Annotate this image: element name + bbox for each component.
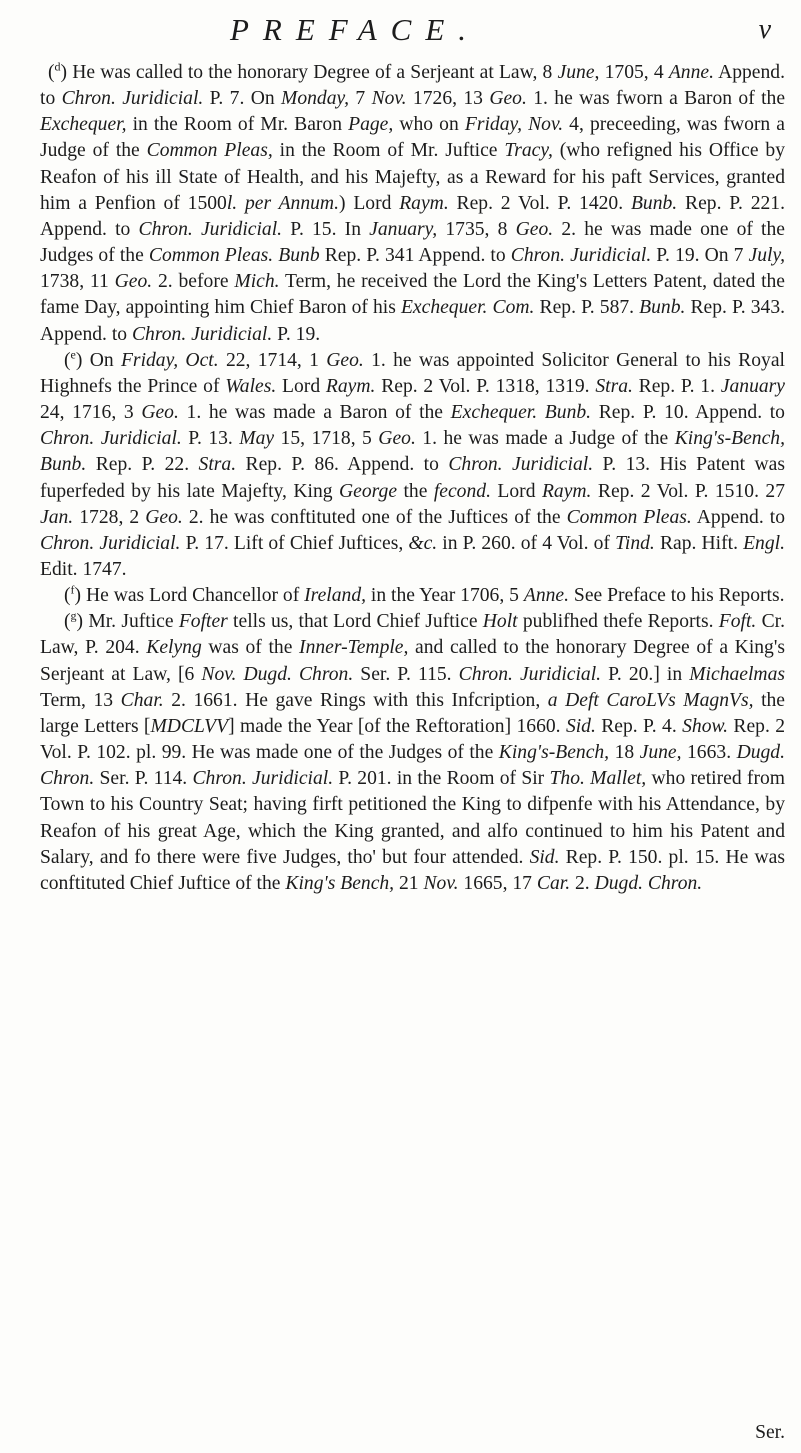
- italic-reference: Chron. Juridicial.: [61, 88, 204, 110]
- italic-reference: Foft.: [718, 611, 757, 633]
- text-run: Rep. P. 10. Append. to: [591, 402, 785, 424]
- text-run: Term, 13: [40, 689, 121, 711]
- italic-reference: Ireland,: [304, 585, 367, 607]
- italic-reference: Geo.: [489, 88, 527, 110]
- italic-reference: Char.: [120, 689, 164, 711]
- footnote-paragraph: ($^e$) On Friday, Oct. 22, 1714, 1 Geo. 1. he was appointed Solicitor General to his Royal Highnefs the Prince of Wales. Lord Raym. Rep. 2 Vol. P. 1318, 1319. Stra. Rep. P. 1. January 24, 1716, 3 Geo. 1. he was made a Baron of the Exchequer. Bunb. Rep. P. 10. Append. to Chron. Juridicial. P. 13. May 15, 1718, 5 Geo. 1. he was made a Judge of the King's-Bench, Bunb. Rep. P. 22. Stra. Rep. P. 86. Append. to Chron. Juridicial. P. 13. His Patent was fuperfeded by his late Majefty, King George the fecond. Lord Raym. Rep. 2 Vol. P. 1510. 27 Jan. 1728, 2 Geo. 2. he was conftituted one of the Juftices of the Common Pleas. Append. to Chron. Juridicial. P. 17. Lift of Chief Juftices, &c. in P. 260. of 4 Vol. of Tind. Rap. Hift. Engl. Edit. 1747.: [40, 347, 786, 580]
- footnote-mark: g: [70, 608, 77, 623]
- text-run: Rep. P. 1.: [632, 375, 721, 397]
- text-run: Rep. P. 150. pl. 15. He was conftituted Chief Juftice of the: [40, 846, 785, 894]
- text-run: 7: [349, 88, 372, 110]
- italic-reference: January: [720, 375, 785, 397]
- text-run: Rep. P. 86. Append. to: [236, 454, 449, 476]
- italic-reference: Show.: [682, 715, 729, 737]
- text-run: He was Lord Chancellor of: [85, 585, 305, 607]
- italic-reference: Raym.: [399, 192, 449, 214]
- text-run: Cr. Law, P. 204.: [40, 611, 785, 659]
- text-run: Rep. P. 221. Append. to: [40, 192, 785, 240]
- text-run: 1. he was fworn a Baron of the: [526, 88, 786, 110]
- text-run: Term, he received the Lord the King's Letters Patent, dated the fame Day, appointing him Chief Baron of his: [40, 271, 786, 319]
- footnotes-text: [40, 60, 785, 897]
- text-run: 1663.: [681, 742, 737, 764]
- italic-reference: June: [557, 62, 595, 83]
- text-run: 2. he was made one of the Judges of the: [40, 218, 785, 267]
- text-run: 1726, 13: [406, 88, 490, 110]
- italic-reference: Chron. Juridicial.: [138, 218, 283, 240]
- text-run: 1728, 2: [73, 506, 146, 528]
- text-run: P. 19. On 7: [651, 245, 749, 267]
- italic-reference: Page,: [348, 114, 394, 136]
- italic-reference: Sid.: [529, 846, 560, 868]
- page-number: v: [758, 14, 771, 45]
- text-run: 1665, 17: [458, 872, 537, 894]
- italic-reference: Geo.: [114, 271, 153, 293]
- text-run: Rep. P. 341 Append. to: [319, 245, 511, 267]
- italic-reference: MDCLVV: [150, 715, 229, 737]
- text-run: Ser. P. 115.: [353, 663, 459, 685]
- italic-reference: Holt: [482, 611, 518, 633]
- catchword: Ser.: [755, 1422, 785, 1443]
- italic-reference: Bunb.: [639, 297, 686, 319]
- italic-reference: Friday, Oct.: [120, 349, 219, 371]
- text-run: 2.: [570, 872, 595, 894]
- text-run: 1. he was appointed Solicitor General to his Royal Highnefs the Prince of: [40, 349, 785, 397]
- text-run: 2. 1661. He gave Rings with this Infcription,: [163, 689, 548, 711]
- italic-reference: Michaelmas: [689, 663, 786, 685]
- text-run: Ser. P. 114.: [94, 768, 193, 790]
- footnote-mark: d: [54, 59, 61, 74]
- italic-reference: Tracy,: [504, 140, 553, 162]
- italic-reference: King's Bench,: [285, 872, 395, 894]
- italic-reference: Geo.: [515, 218, 554, 240]
- italic-reference: Chron. Juridicial.: [192, 768, 334, 790]
- italic-reference: June,: [639, 742, 682, 764]
- italic-reference: Anne.: [523, 585, 570, 607]
- text-run: 2. he was conftituted one of the Juftices of the: [182, 506, 567, 528]
- italic-reference: July,: [748, 245, 785, 267]
- footnote-mark: f: [70, 582, 75, 597]
- text-run: 1. he was made a Baron of the: [178, 402, 451, 424]
- text-run: P. 15. In: [282, 218, 370, 240]
- italic-reference: Exchequer. Bunb.: [450, 402, 592, 424]
- italic-reference: Nov. Dugd. Chron.: [201, 663, 354, 685]
- italic-reference: a Deft CaroLVs MagnVs,: [547, 689, 754, 711]
- italic-reference: Chron. Juridicial.: [131, 323, 273, 345]
- text-run: He was called to the honorary Degree of a Serjeant at Law, 8: [72, 62, 558, 83]
- italic-reference: Chron. Juridicial.: [40, 532, 181, 554]
- italic-reference: Anne.: [668, 62, 714, 83]
- footnote-mark: e: [70, 347, 76, 362]
- italic-reference: Geo.: [378, 428, 416, 450]
- text-run: P. 201. in the Room of Sir: [333, 768, 550, 790]
- italic-reference: fecond.: [433, 480, 491, 502]
- text-run: Append. to: [40, 62, 785, 110]
- text-run: was of the: [201, 637, 300, 659]
- italic-reference: Inner-Temple,: [299, 637, 409, 659]
- italic-reference: Common Pleas.: [566, 506, 692, 528]
- italic-reference: Mich.: [234, 271, 280, 293]
- italic-reference: Kelyng: [146, 637, 202, 659]
- text-run: 21: [394, 872, 424, 894]
- italic-reference: January,: [369, 218, 438, 240]
- text-run: Rep. P. 587.: [534, 297, 640, 319]
- italic-reference: May: [239, 428, 275, 450]
- italic-reference: Stra.: [595, 375, 633, 397]
- text-run: Lord: [490, 480, 542, 502]
- text-run: Rep. P. 4.: [595, 715, 683, 737]
- italic-reference: Chron. Juridicial.: [448, 454, 594, 476]
- text-run: Rep. 2 Vol. P. 1510. 27: [591, 480, 785, 502]
- italic-reference: Friday, Nov.: [464, 114, 564, 136]
- text-run: Edit. 1747.: [40, 558, 127, 580]
- italic-reference: Common Pleas,: [146, 140, 273, 162]
- text-run: P. 20.] in: [601, 663, 690, 685]
- text-run: On: [89, 349, 121, 371]
- italic-reference: Dugd. Chron.: [40, 742, 786, 790]
- text-run: Mr. Juftice: [88, 611, 179, 633]
- text-run: who on: [393, 114, 465, 136]
- text-run: in P. 260. of 4 Vol. of: [437, 532, 616, 554]
- footnote-paragraph: ($^g$) Mr. Juftice Fofter tells us, that Lord Chief Juftice Holt publifhed thefe Reports. Foft. Cr. Law, P. 204. Kelyng was of the Inner-Temple, and called to the honorary Degree of a King's Serjeant at Law, [6 Nov. Dugd. Chron. Ser. P. 115. Chron. Juridicial. P. 20.] in Michaelmas Term, 13 Char. 2. 1661. He gave Rings with this Infcription, a Deft CaroLVs MagnVs, the large Letters [MDCLVV] made the Year [of the Reftoration] 1660. Sid. Rep. P. 4. Show. Rep. 2 Vol. P. 102. pl. 99. He was made one of the Judges of the King's-Bench, 18 June, 1663. Dugd. Chron. Ser. P. 114. Chron. Juridicial. P. 201. in the Room of Sir Tho. Mallet, who retired from Town to his Country Seat; having firft petitioned the King to difpenfe with his Attendance, by Reafon of his great Age, which the King granted, and alfo continued to him his Patent and Salary, and fo there were five Judges, tho' but four attended. Sid. Rep. P. 150. pl. 15. He was conftituted Chief Juftice of the King's Bench, 21 Nov. 1665, 17 Car. 2. Dugd. Chron.: [40, 608, 786, 894]
- text-run: Lord: [276, 375, 326, 397]
- text-run: 4, preceeding, was fworn a Judge of the: [40, 114, 785, 162]
- text-run: the: [397, 480, 434, 502]
- text-run: Rap. Hift.: [654, 532, 744, 554]
- text-run: P. 7. On: [203, 88, 282, 110]
- italic-reference: Geo.: [326, 349, 364, 371]
- text-run: P. 13. His Patent was fuperfeded by his late Majefty, King: [40, 454, 785, 502]
- italic-reference: Nov.: [423, 872, 459, 894]
- italic-reference: &c.: [408, 532, 438, 554]
- text-run: in the Room of Mr. Baron: [126, 114, 349, 136]
- text-run: 1735, 8: [437, 218, 516, 240]
- text-run: (who refigned his Office by Reafon of his ill State of Health, and his Majefty, as a Reward for his paft Services, granted him a Penfion of 1500: [40, 140, 786, 214]
- text-run: Rep. 2 Vol. P. 1318, 1319.: [375, 375, 596, 397]
- italic-reference: Dugd. Chron.: [594, 872, 703, 894]
- text-run: 1. he was made a Judge of the: [415, 428, 675, 450]
- italic-reference: Geo.: [141, 402, 179, 424]
- italic-reference: King's-Bench, Bunb.: [40, 428, 785, 476]
- text-run: Rep. P. 343. Append. to: [40, 297, 786, 345]
- text-run: Rep. 2 Vol. P. 1420.: [448, 192, 631, 214]
- italic-reference: George: [339, 480, 398, 502]
- italic-reference: Sid.: [565, 715, 596, 737]
- text-run: ] made the Year [of the Reftoration] 1660.: [228, 715, 566, 737]
- italic-reference: Nov.: [371, 88, 407, 110]
- text-run: ) Lord: [338, 192, 400, 214]
- italic-reference: Car.: [536, 872, 571, 894]
- text-run: P. 13.: [181, 428, 240, 450]
- text-run: 2. before: [152, 271, 235, 293]
- italic-reference: Chron. Juridicial.: [510, 245, 652, 267]
- italic-reference: Stra.: [198, 454, 237, 476]
- text-run: 24, 1716, 3: [40, 402, 142, 424]
- text-run: the large Letters [: [40, 689, 786, 737]
- running-head: [0, 12, 801, 52]
- italic-reference: Tind.: [615, 532, 655, 554]
- text-run: tells us, that Lord Chief Juftice: [227, 611, 483, 633]
- italic-reference: Jan.: [40, 506, 74, 528]
- italic-reference: l. per Annum.: [226, 192, 339, 214]
- italic-reference: Exchequer. Com.: [400, 297, 535, 319]
- text-run: 1738, 11: [40, 271, 115, 293]
- italic-reference: Geo.: [145, 506, 183, 528]
- italic-reference: Tho. Mallet,: [549, 768, 647, 790]
- text-run: and called to the honorary Degree of a King's Serjeant at Law, [6: [40, 637, 786, 685]
- text-run: 15, 1718, 5: [274, 428, 379, 450]
- text-run: in the Year 1706, 5: [366, 585, 524, 607]
- text-run: publifhed thefe Reports.: [517, 611, 719, 633]
- footnote-paragraph: ($^f$) He was Lord Chancellor of Ireland, in the Year 1706, 5 Anne. See Preface to his Reports.: [64, 582, 785, 607]
- italic-reference: Wales.: [225, 375, 277, 397]
- text-run: See Preface to his Reports.: [569, 585, 785, 607]
- text-run: Rep. 2 Vol. P. 102. pl. 99. He was made one of the Judges of the: [40, 715, 785, 764]
- text-run: 18: [609, 742, 640, 764]
- italic-reference: Bunb.: [630, 192, 678, 214]
- italic-reference: Exchequer,: [40, 114, 127, 136]
- italic-reference: Chron. Juridicial.: [40, 428, 182, 450]
- text-run: P. 17. Lift of Chief Juftices,: [180, 532, 409, 554]
- italic-reference: Raym.: [325, 375, 376, 397]
- text-run: in the Room of Mr. Juftice: [272, 140, 505, 162]
- text-run: Append. to: [691, 506, 786, 528]
- text-run: 22, 1714, 1: [218, 349, 327, 371]
- text-run: Rep. P. 22.: [86, 454, 199, 476]
- italic-reference: Chron. Juridicial.: [458, 663, 602, 685]
- text-run: who retired from Town to his Country Seat; having firft petitioned the King to difpenfe with his Attendance, by Reafon of his great Age, which the King granted, and alfo continued to him his Patent and Salary, and fo there were five Judges, tho' but four attended.: [40, 768, 786, 868]
- italic-reference: Raym.: [541, 480, 592, 502]
- text-run: , 1705, 4: [594, 62, 669, 83]
- running-title: PREFACE.: [230, 12, 481, 47]
- italic-reference: Fofter: [178, 611, 228, 633]
- italic-reference: Common Pleas. Bunb: [148, 245, 320, 267]
- footnote-paragraph: ($^d$) He was called to the honorary Degree of a Serjeant at Law, 8 June, 1705, 4 Anne. Append. to Chron. Juridicial. P. 7. On Monday, 7 Nov. 1726, 13 Geo. 1. he was fworn a Baron of the Exchequer, in the Room of Mr. Baron Page, who on Friday, Nov. 4, preceeding, was fworn a Judge of the Common Pleas, in the Room of Mr. Juftice Tracy, (who refigned his Office by Reafon of his ill State of Health, and his Majefty, as a Reward for his paft Services, granted him a Penfion of 1500l. per Annum.) Lord Raym. Rep. 2 Vol. P. 1420. Bunb. Rep. P. 221. Append. to Chron. Juridicial. P. 15. In January, 1735, 8 Geo. 2. he was made one of the Judges of the Common Pleas. Bunb Rep. P. 341 Append. to Chron. Juridicial. P. 19. On 7 July, 1738, 11 Geo. 2. before Mich. Term, he received the Lord the King's Letters Patent, dated the fame Day, appointing him Chief Baron of his Exchequer. Com. Rep. P. 587. Bunb. Rep. P. 343. Append. to Chron. Juridicial. P. 19.: [40, 59, 786, 345]
- italic-reference: Monday,: [281, 88, 350, 110]
- italic-reference: King's-Bench,: [498, 742, 610, 764]
- italic-reference: Engl.: [743, 532, 785, 554]
- text-run: P. 19.: [272, 323, 321, 345]
